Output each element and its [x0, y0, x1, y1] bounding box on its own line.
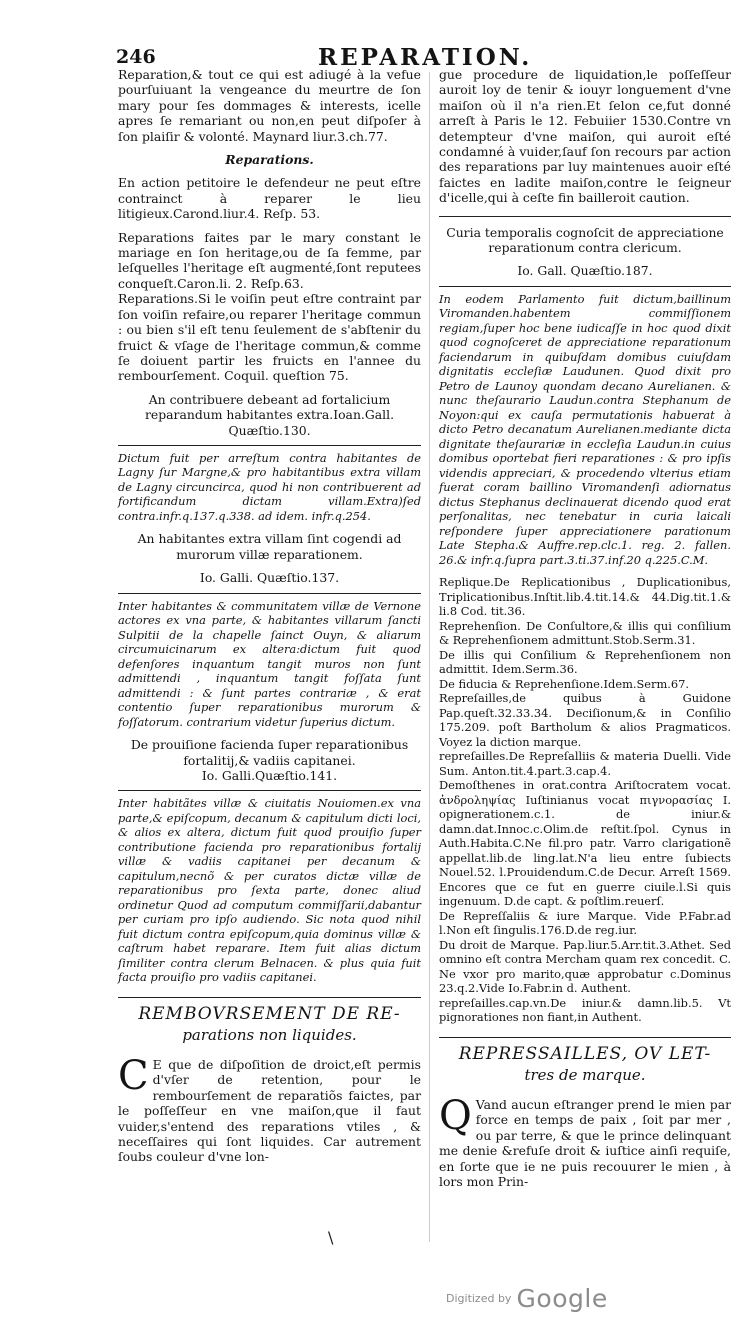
entry-de-fiducia: De fiducia & Reprehenſione.Idem.Serm.67.	[439, 676, 690, 691]
right-column	[439, 67, 731, 1189]
entry-represailles-guidone: Repreſailles,de quibus à Guidone Pap.queſt.32.33.34. Deciſionum,& in Conſilio 175.209. poſt Bartholum & alios Pragmaticos. Voyez la diction marque.	[439, 691, 731, 749]
rule	[439, 286, 731, 287]
column-divider	[429, 72, 430, 1242]
google-logo-text: Google	[516, 1284, 608, 1313]
digitized-by-text: Digitized by	[446, 1292, 512, 1305]
section-heading-repressailles	[439, 1044, 731, 1065]
drop-cap: C	[118, 1052, 149, 1099]
text-nouiomen: Inter habitãtes villæ & ciuitatis Nouiomen.ex vna parte,& epiſcopum, decanum & capitulum dicti loci, & alios ex altera, dictum fuit quod prouiſio ſuper contributione facienda pro reparationibus fortalij villæ & vadiis capitanei per decanum & capitulum,necnõ & per curatos dictæ villæ de reparationibus pro ſexta parte, donec aliud ordinetur Quod ad computum commiſſarii,dabantur per curiam pro ipſo audiendo. Sic nota quod nihil fuit dictum contra epiſcopum,quia dominus villæ & caſtrum habet reparare. Item fuit alias dictum ſimiliter contra clerum Belnacen. & plus quia fuit facta prouiſio pro vadiis capitanei.	[118, 796, 421, 985]
entry-reprehension: Reprehenſion. De Conſultore,& illis qui conſilium & Reprehenſionem admittunt.Stob.Serm.31.	[439, 618, 731, 648]
rule	[118, 593, 421, 594]
section-heading-remboursement	[118, 1004, 421, 1025]
paragraph-reparations-mary: Reparations faites par le mary constant le mariage en ſon heritage,ou de ſa femme, par leſquelles l'heritage eſt augmenté,ſont reputees conqueſt.Caron.li. 2. Reſp.63.	[118, 229, 421, 291]
paragraph-action-petitoire: En action petitoire le defendeur ne peut eſtre contrainct à reparer le lieu litigieux.Carond.liur.4. Reſp. 53.	[118, 175, 421, 222]
section-heading-repressailles-line-2: tres de marque.	[524, 1065, 646, 1084]
stray-mark: \	[328, 1228, 334, 1247]
entry-droit-de-marque: Du droit de Marque. Pap.liur.5.Arr.tit.3.Athet. Sed omnino eſt contra Mercham quam rex concedit. C. Ne vxor pro marito,quæ approbatur c.Dominus 23.q.2.Vide Io.Fabr.in d. Authent.	[439, 937, 731, 996]
section-heading-line-1: REPRESSAILLES, OV LET-	[458, 1043, 712, 1064]
ref-quaestio-187: Io. Gall. Quæſtio.187.	[517, 263, 653, 279]
rule	[439, 216, 731, 217]
entry-represailles-authent: repreſailles.cap.vn.De iniur.& damn.lib.5. Vt pignorationes non fiant,in Authent.	[439, 995, 731, 1025]
entry-de-repressaliis: De Repreſſaliis & iure Marque. Vide P.Fabr.ad l.Non eſt ſingulis.176.D.de reg.iur.	[439, 908, 731, 938]
paragraph-retention-text: E que de diſpoſition de droict,eſt permis d'vſer de retention, pour le rembourſement de reparatiõs faictes, par le poſſeſſeur en vne maiſon,que il faut vuider,s'entend des reparations vtiles , & neceſſaires qui ſont liquides. Car autrement ſoubs couleur d'vne lon-	[118, 1056, 421, 1165]
text-vernone: Inter habitantes & communitatem villæ de Vernone actores ex vna parte, & habitantes villarum ſancti Sulpitii de la chapelle ſainct Ouyn, & aliarum circumuicinarum ex altera:dictum fuit quod defenſores inquantum tangit muros non ſunt admittendi , inquantum tangit foſſata ſunt admittendi : & ſunt partes contrariæ , & erat contentio ſuper reparationibus murorum & foſſatorum. contrarium videtur ſuperius dictum.	[118, 598, 421, 729]
question-habitantes: An habitantes extra villam ſint cogendi ad murorum villæ reparationem.	[137, 531, 402, 562]
page-number: 246	[116, 46, 156, 68]
paragraph-reparation-vefue: Reparation,& tout ce qui est adiugé à la vefue pourſuiuant la vengeance du meurtre de ſon mary pour ſes dommages & interests, icelle apres ſe remariant ou non,en peut diſpoſer à ſon plaiſir & volonté. Maynard liur.3.ch.77.	[118, 67, 421, 144]
question-curia: Curia temporalis cognoſcit de appreciatione reparationum contra clericum.	[446, 224, 724, 256]
running-head: REPARATION.	[318, 44, 533, 71]
subheading-reparations: Reparations.	[225, 152, 314, 168]
section-heading-remboursement-line-2: parations non liquides.	[182, 1025, 357, 1044]
entry-de-illis: De illis qui Conſilium & Reprehenſionem non admittit. Idem.Serm.36.	[439, 647, 731, 677]
entry-demosthenes: Demoſthenes in orat.contra Ariſtocratem vocat. ἀνδροληψίας Iuſtinianus vocat πιγνορασίας I. opignerationem.c.1. de iniur.& damn.dat.Innoc.c.Olim.de reſtit.ſpol. Cynus in Auth.Habita.C.Ne fil.pro patr. Varro clarigationẽ appellat.lib.de ling.lat.N'a lieu entre ſubiects Nouel.52. l.Prouidendum.C.de Decur. Arreſt 1569. Encores que ce fut en guerre ciuile.l.Si quis ingenuum. D.de capt. & poſtlim.reuerſ.	[439, 778, 731, 909]
left-column	[118, 67, 421, 1165]
question-prouisione: De prouiſione facienda ſuper reparationibus fortalitij,& vadiis capitanei.	[130, 737, 409, 768]
section-heading-line-1: REMBOVRSEMENT DE RE-	[138, 1003, 401, 1024]
text-contribuere: Dictum fuit per arreſtum contra habitantes de Lagny ſur Margne,& pro habitantibus extra villam de Lagny circuncirca, quod hi non contribuerent ad fortificandum dictam villam.Extra)ſed contra.infr.q.137.q.338. ad idem. infr.q.254.	[118, 450, 421, 523]
text-parlamento: In eodem Parlamento fuit dictum,baillinum Viromanden.habentem commiſſionem regiam,ſuper hoc bene iudicaſſe in hoc quod dixit quod cognoſceret de appreciatione reparationum faciendarum in quibuſdam domibus cuiuſdam dignitatis eccleſiæ Laudunen. Quod dixit pro Petro de Launoy quondam decano Aurelianen. & nunc theſaurario Laudun.contra Stephanum de Noyon:qui ex cauſa permutationis habuerat à dicto Petro decanatum Aurelianen.mediante dicta dignitate theſaurariæ in eccleſia Laudun.in cuius domibus oportebat fieri reparationes : & pro ipſis videndis appreciari, & procedendo vlterius etiam fuerat coram baillino Viromandenſi adiornatus dictus Stephanus declinauerat dicendo quod erat perſonalitas, nec tenebatur in curia laicali reſpondere ſuper appreciationere parationum Late Stepha.& Auffre.rep.clc.1. reg. 2. fallen. 26.& infr.q.ſupra part.3.ti.37.inf.20 q.225.C.M.	[439, 291, 731, 567]
rule	[439, 1037, 731, 1038]
paragraph-estranger-text: Vand aucun eſtranger prend le mien par force en temps de paix , ſoit par mer , ou par terre, & que le prince delinquant me denie &refuſe droit & iuſtice ainſi requiſe, en ſorte que ie ne puis recouurer le mien , à lors mon Prin-	[439, 1096, 731, 1189]
question-contribuere: An contribuere debeant ad fortalicium reparandum habitantes extra.Ioan.Gall. Quæſtio.130.	[144, 391, 395, 438]
paragraph-voisin: Reparations.Si le voiſin peut eſtre contraint par ſon voiſin refaire,ou reparer l'heritage commun : ou bien s'il eſt tenu ſeulement de s'abſtenir du fruict & vſage de l'heritage commun,& comme ſe doiuent partir les fruicts en l'annee du rembourſement. Coquil. queſtion 75.	[118, 291, 421, 384]
rule	[118, 445, 421, 446]
paragraph-retention	[118, 1052, 421, 1165]
entry-represailles-duelli: repreſailles.De Repreſalliis & materia Duelli. Vide Sum. Anton.tit.4.part.3.cap.4.	[439, 749, 731, 778]
rule	[118, 790, 421, 791]
paragraph-estranger	[439, 1092, 731, 1189]
digitized-by-google-watermark	[446, 1284, 608, 1313]
drop-cap: Q	[439, 1092, 472, 1139]
entry-replique: Replique.De Replicationibus , Duplicationibus, Triplicationibus.Inſtit.lib.4.tit.14.& 44.Dig.tit.1.& li.8 Cod. tit.36.	[439, 575, 731, 619]
rule	[118, 997, 421, 998]
paragraph-liquidation: gue procedure de liquidation,le poſſeſſeur auroit loy de tenir & iouyr longuement d'vne maiſon où il n'a rien.Et ſelon ce,fut donné arreſt à Paris le 12. Febuiier 1530.Contre vn detempteur d'vne maiſon, qui auroit eſté condamné à vuider,ſauf ſon recours par action des reparations par luy maintenues auoir eſté faictes en ladite maiſon,contre le ſeigneur d'icelle,qui à ceſte fin bailleroit caution.	[439, 67, 731, 206]
ref-quaestio-137: Io. Galli. Quæſtio.137.	[199, 570, 340, 586]
ref-quaestio-141: Io. Galli.Quæſtio.141.	[201, 767, 338, 783]
